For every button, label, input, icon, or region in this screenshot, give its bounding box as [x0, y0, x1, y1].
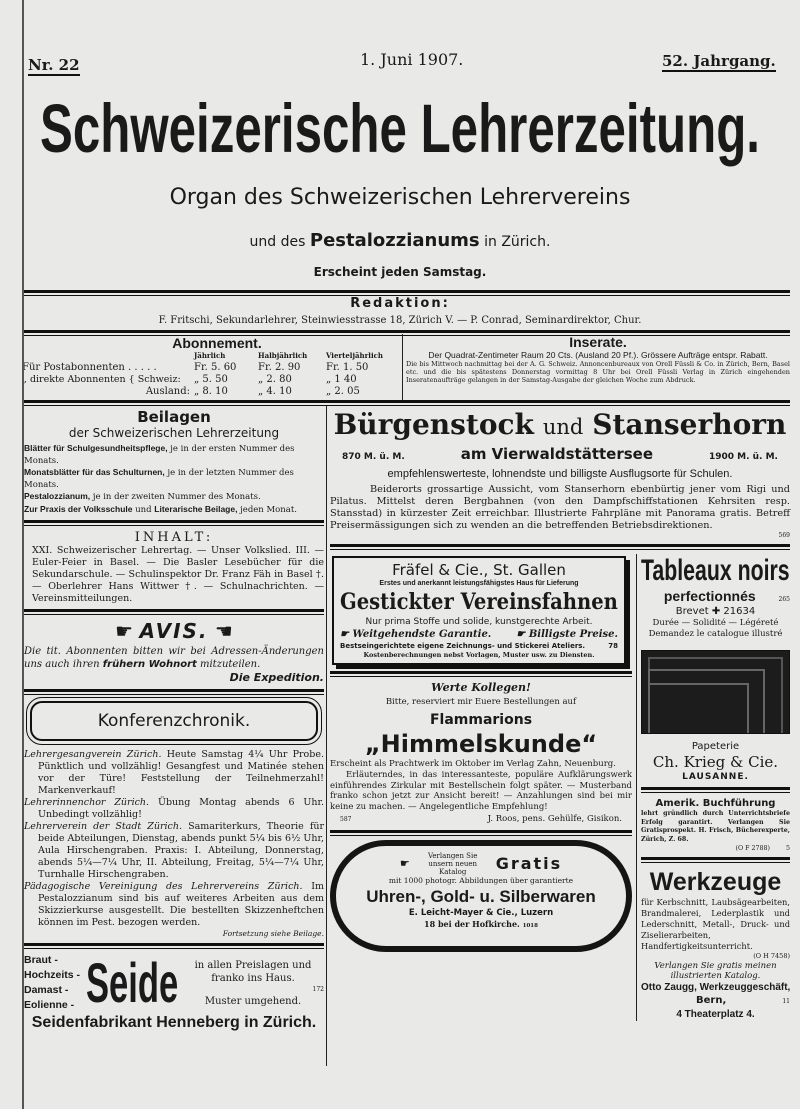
list-item: Lehrerverein der Stadt Zürich. Samariterkurs, Theorie für beide Abteilungen, Dienstag, abends punkt 5¼ bis 6½ Uhr, Aula Hirschengraben. Praxis: I. Abteilung, Donnerstag, abends 5¼—7¼ Uhr, II. Abteilung, Freitag, 5¼—7¼ Uhr, Turnhalle Hirschengraben.: [24, 821, 324, 880]
redaktion-line: F. Fritschi, Sekundarlehrer, Steinwiesstrasse 18, Zürich V. — P. Conrad, Seminardirektor, Chur.: [158, 315, 642, 326]
inserate-section: Inserate. Der Quadrat-Zentimeter Raum 20 Cts. (Ausland 20 Pf.). Grössere Aufträge entspr. Rabatt. Die bis Mittwoch nachmittag bei der A. G. Schweiz. Annoncenbureaux von Orell Füssli & Co. in Zürich, Bern, Basel etc. und die bis spätestens Donnerstag vormittag 8 Uhr bei Orell Füssli Verlag in Zürich eingehenden Inseratenaufträge gelangen in der Samstag-Ausgabe der gleichen Woche zum Abdruck.: [406, 334, 790, 384]
blackboards-illustration: [641, 650, 790, 734]
konferenz-frame: [30, 701, 318, 741]
inserate-heading: Inserate.: [569, 334, 627, 350]
list-item: Pestalozzianum, je in der zweiten Nummer des Monats.: [24, 491, 261, 502]
divider: [22, 400, 790, 406]
divider: [24, 943, 324, 949]
fraefel-ad: Fräfel & Cie., St. Gallen Erstes und anerkannt leistungsfähigstes Haus für Lieferung Gestickter Vereinsfahnen Nur prima Stoffe und solide, kunstgerechte Arbeit. ☛ Weitgehendste Garantie. ☛ Billigste Preise. Bestseingerichtete eigene Zeichnungs- und Stickerei Ateliers. 78 Kostenberechnungen nebst Vorlagen, Muster usw. zu Diensten.: [332, 556, 626, 665]
list-item: Zur Praxis der Volksschule und Literarische Beilage, jeden Monat.: [24, 503, 297, 515]
divider: [641, 857, 790, 863]
right-column: [636, 554, 790, 1021]
list-item: Lehrerinnenchor Zürich. Übung Montag abends 6 Uhr. Unbedingt vollzählig!: [24, 797, 324, 820]
divider: [24, 520, 324, 526]
newspaper-title: Schweizerische Lehrerzeitung.: [40, 89, 760, 167]
divider: [330, 671, 632, 677]
divider: [24, 689, 324, 695]
list-item: Blätter für Schulgesundheitspflege, je in der ersten Nummer des Monats.: [24, 443, 295, 466]
beilagen-section: Beilagen der Schweizerischen Lehrerzeitung Blätter für Schulgesundheitspflege, je in der ersten Nummer des Monats. Monatsblätter für das Schulturnen, je in der letzten Nummer des Monats. Pestalozzianum, je in der zweiten Nummer des Monats. Zur Praxis der Volksschule und Literarische Beilage, jeden Monat.: [24, 408, 324, 516]
konferenz-entries: Lehrergesangverein Zürich. Heute Samstag 4¼ Uhr Probe. Pünktlich und vollzählig! Gesangfest und Matinée stehen vor der Türe! Feststellung der Teilnehmerzahl! Markenverkauf! Lehrerinnenchor Zürich. Übung Montag abends 6 Uhr. Unbedingt vollzählig! Lehrerverein der Stadt Zürich. Samariterkurs, Theorie für beide Abteilungen, Dienstag, abends punkt 5¼ bis 6½ Uhr, Aula Hirschengraben. Praxis: I. Abteilung, Donnerstag, abends 5¼—7¼ Uhr, II. Abteilung, Freitag, 5¼—7¼ Uhr, Turnhalle Hirschengraben. Pädagogische Vereinigung des Lehrervereins Zürich. Im Pestalozzianum sind bis auf weiteres Arbeiten aus dem Skizzierkurse ausgestellt. Die bestellten Skizzenheftchen können im Pest. bezogen werden. Fortsetzung siehe Beilage.: [24, 749, 324, 938]
abonnement-section: Abonnement. Jährlich Halbjährlich Vierteljährlich Für Postabonnenten . . . . . Fr. 5. 60 Fr. 2. 90 Fr. 1. 50 „ direkte Abonnenten { Schweiz: „ 5. 50 „ 2. 80 „ 1 40 Ausland: „ 8. 10 „ 4. 10 „ 2. 05: [22, 335, 400, 398]
seide-word-box: [86, 953, 178, 1013]
divider: [330, 830, 632, 836]
issue-number: Nr. 22: [28, 56, 80, 74]
inhalt-heading: INHALT:: [134, 530, 214, 545]
tableaux-ad: Tableaux noirs perfectionnés 265 Brevet ✚ 21634 Durée — Solidité — Légéreté Demandez le catalogue illustré Papeterie Ch. Krieg & Cie. LAUSANNE.: [641, 554, 790, 782]
divider: [330, 544, 790, 550]
pointing-hand-right-icon: ☛: [115, 619, 134, 643]
table-row: „ direkte Abonnenten { Schweiz: „ 5. 50 „ 2. 80 „ 1 40: [22, 374, 357, 385]
newspaper-title-box: [40, 89, 760, 167]
werkzeuge-ad: Werkzeuge für Kerbschnitt, Laubsägearbeiten, Brandmalerei, Lederplastik und Lederschnitt, Metall-, Druck- und Ziselierarbeiten, Handfertigkeitsunterricht. (O H 7458) Verlangen Sie gratis meinen illustrierten Katalog. Otto Zaugg, Werkzeuggeschäft, Bern, 11 4 Theaterplatz 4.: [641, 868, 791, 1020]
divider: [641, 787, 790, 793]
right-area: [330, 408, 790, 1021]
pointing-hand-icon: ☛: [399, 857, 410, 871]
list-item: Monatsblätter für das Schulturnen, je in der letzten Nummer des Monats.: [24, 467, 294, 490]
table-row: Für Postabonnenten . . . . . Fr. 5. 60 Fr. 2. 90 Fr. 1. 50: [22, 362, 369, 373]
list-item: Lehrergesangverein Zürich. Heute Samstag 4¼ Uhr Probe. Pünktlich und vollzählig! Gesangfest und Matinée stehen vor der Türe! Feststellung der Teilnehmerzahl! Markenverkauf!: [24, 749, 324, 796]
table-row: Ausland: „ 8. 10 „ 4. 10 „ 2. 05: [145, 386, 360, 397]
subtitle: Organ des Schweizerischen Lehrervereins: [169, 185, 631, 210]
redaktion-heading: Redaktion:: [350, 296, 450, 311]
pointing-hand-icon: ☛: [516, 629, 526, 640]
buchfuehrung-ad: Amerik. Buchführung lehrt gründlich durch Unterrichtsbriefe Erfolg garantirt. Verlangen Sie Gratisprospekt. H. Frisch, Bücherexperte, Zürich, Z. 68. (O F 2788) 5: [641, 798, 790, 852]
abonnement-heading: Abonnement.: [172, 335, 262, 351]
inhalt-section: INHALT: XXI. Schweizerischer Lehrertag. — Unser Volkslied. III. — Euler-Feier in Basel. — Die Basler Lesebücher für die Sekundarschule. — Schulinspektor Dr. Franz Fäh in Basel †. — Oberlehrer Hans Wittwer †. — Schulnachrichten. — Vereinsmitteilungen.: [24, 530, 324, 605]
pointing-hand-left-icon: ☚: [214, 619, 233, 643]
konferenz-heading: Konferenzchronik.: [97, 711, 251, 731]
beilagen-heading: Beilagen: [137, 408, 211, 426]
divider: [24, 609, 324, 615]
himmelskunde-ad: Werte Kollegen! Bitte, reserviert mir Euere Bestellungen auf Flammarions „Himmelskunde“ Erscheint als Prachtwerk im Oktober im Verlag Zahn, Neuenburg. Erläuterndes, in das interessanteste, populäre Aufklärungswerk einführendes Zirkular mit Bestellschein folgt später. — Musterband franko schon jetzt zur Ansicht bereit! — Anzahlungen sind bei mir keine zu machen. — Angelegentliche Empfehlung! 587 J. Roos, pens. Gehülfe, Gisikon.: [330, 681, 632, 824]
middle-column: [330, 554, 636, 1021]
subtitle-2: und des Pestalozzianums in Zürich.: [249, 230, 551, 251]
seide-ad: Braut - Hochzeits - Damast - Eolienne - Seide in allen Preislagen und franko ins Haus. 172 Muster umgehend. Seidenfabrikant Henneberg in Zürich.: [24, 951, 324, 1031]
buergenstock-ad: Bürgenstock und Stanserhorn 870 M. ü. M. am Vierwaldstättersee 1900 M. ü. M. empfehlenswerteste, lohnendste und billigste Ausflugsorte für Schulen. Beiderorts grossartige Aussicht, vom Stanserhorn ebenbürtig jener vom Rigi und Pilatus. Mittelst deren Bergbahnen (von den Dampfschiffstationen Kehrsiten resp. Stansstad) in kürzester Zeit erreichbar. Illustrierte Fahrpläne mit Panorama gratis. Betreff Preisermässigungen sich zu wenden an die betreffenden Betriebsdirektionen. 569: [330, 408, 790, 539]
list-item: Pädagogische Vereinigung des Lehrervereins Zürich. Im Pestalozzianum sind bis auf weiteres Arbeiten aus dem Skizzierkurse ausgestellt. Die bestellten Skizzenheftchen können im Pest. bezogen werden.: [24, 881, 324, 928]
issue-date: 1. Juni 1907.: [360, 50, 464, 69]
left-column: [24, 408, 324, 1033]
seide-word: Seide: [86, 951, 179, 1014]
gratis-ad: ☛ Verlangen Sie unsern neuen Katalog Gratis mit 1000 photogr. Abbildungen über garantierte Uhren-, Gold- u. Silberwaren E. Leicht-Mayer & Cie., Luzern 18 bei der Hofkirche. 1018: [330, 840, 632, 952]
seide-footer-box: Seidenfabrikant Henneberg in Zürich.: [31, 1014, 317, 1031]
volume: 52. Jahrgang.: [662, 52, 776, 70]
avis-section: ☛ AVIS. ☚ Die tit. Abonnenten bitten wir bei Adressen-Änderungen uns auch ihren frühern Wohnort mitzuteilen. Die Expedition.: [24, 619, 324, 684]
pointing-hand-icon: ☛: [340, 629, 349, 640]
frequency: Erscheint jeden Samstag.: [313, 265, 487, 279]
